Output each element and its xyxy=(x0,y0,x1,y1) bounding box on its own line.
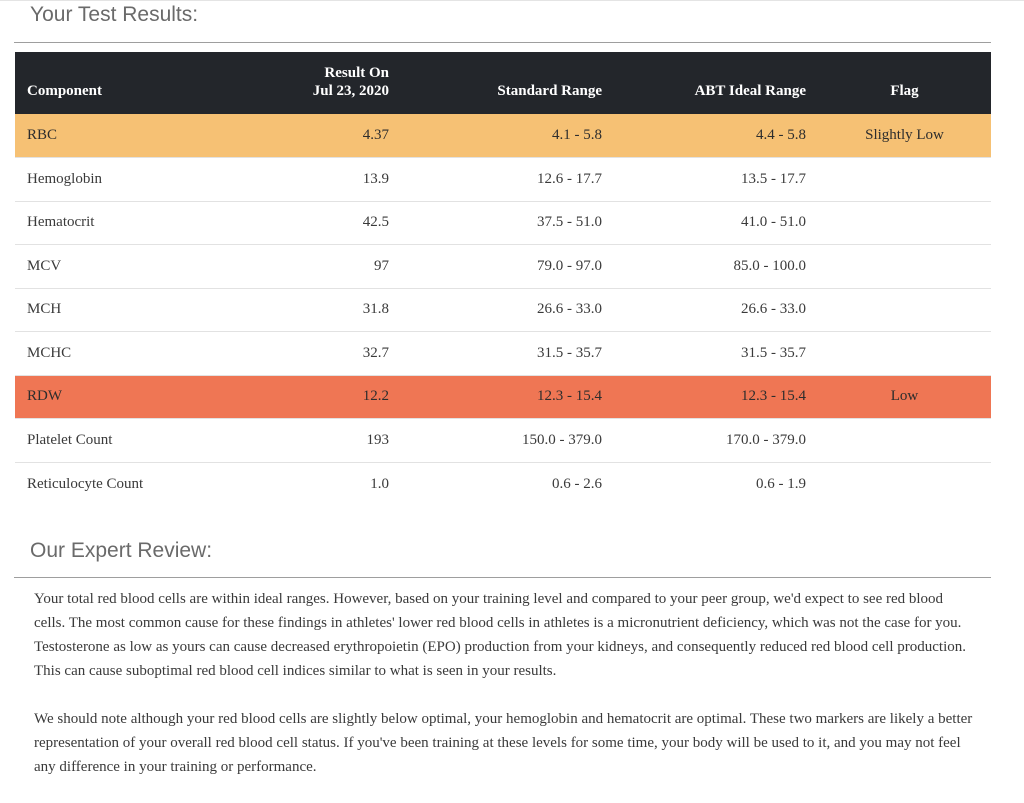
column-header-ideal-range: ABT Ideal Range xyxy=(694,83,806,99)
cell-flag xyxy=(818,201,991,245)
cell-result: 193 xyxy=(366,431,389,448)
cell-ideal-range: 26.6 - 33.0 xyxy=(741,301,806,318)
table-row xyxy=(15,332,991,376)
cell-result: 42.5 xyxy=(362,214,389,231)
cell-result: 12.2 xyxy=(362,388,389,405)
cell-ideal-range: 12.3 - 15.4 xyxy=(741,388,806,405)
table-row xyxy=(15,245,991,289)
column-header-result xyxy=(243,52,401,114)
cell-standard-range: 31.5 - 35.7 xyxy=(537,344,602,361)
table-row xyxy=(15,158,991,202)
cell-standard-range: 26.6 - 33.0 xyxy=(537,301,602,318)
cell-ideal-range: 31.5 - 35.7 xyxy=(741,344,806,361)
test-results-table xyxy=(15,52,991,506)
review-paragraph: Your total red blood cells are within ideal ranges. However, based on your training level and compared to your peer group, we'd expect to see red blood cells. The most common cause for these findings in athletes' lower red blood cells in athletes is a micronutrient deficiency, which was not the case for you. Testosterone as low as yours can cause decreased erythropoietin (EPO) production from your kidneys, and consequently reduced red blood cell production. This can cause suboptimal red blood cell indices similar to what is seen in your results. xyxy=(34,591,966,679)
table-header xyxy=(15,52,991,114)
review-title-divider xyxy=(14,577,991,578)
cell-result: 4.37 xyxy=(362,127,389,143)
cell-flag xyxy=(818,462,991,506)
table-row xyxy=(15,462,991,506)
cell-ideal-range: 41.0 - 51.0 xyxy=(741,214,806,231)
cell-flag xyxy=(818,245,991,289)
top-divider xyxy=(0,0,1024,1)
cell-ideal-range: 85.0 - 100.0 xyxy=(733,257,806,274)
cell-component: MCV xyxy=(27,257,62,274)
table-row xyxy=(15,419,991,463)
cell-standard-range: 12.3 - 15.4 xyxy=(537,388,602,405)
cell-component: Hemoglobin xyxy=(27,170,102,187)
expert-review-text xyxy=(34,587,974,803)
cell-standard-range: 37.5 - 51.0 xyxy=(537,214,602,231)
cell-flag xyxy=(818,158,991,202)
cell-component: MCH xyxy=(27,301,62,318)
results-title-divider xyxy=(14,42,991,43)
cell-result: 32.7 xyxy=(362,344,389,361)
column-header-result-label: Result On xyxy=(324,65,389,81)
cell-result: 97 xyxy=(374,257,389,274)
table-header-row xyxy=(15,52,991,114)
cell-ideal-range: 13.5 - 17.7 xyxy=(741,170,806,187)
cell-ideal-range: 4.4 - 5.8 xyxy=(756,127,806,143)
table-row xyxy=(15,201,991,245)
table-row xyxy=(15,288,991,332)
cell-ideal-range: 0.6 - 1.9 xyxy=(756,475,806,492)
table-row xyxy=(15,375,991,419)
cell-component: RDW xyxy=(27,388,62,405)
review-paragraph: We should note although your red blood cells are slightly below optimal, your hemoglobin and hematocrit are optimal. These two markers are likely a better representation of your overall red blood cell status. If you've been training at these levels for some time, your body will be used to it, and you may not feel any difference in your training or performance. xyxy=(34,711,973,775)
cell-standard-range: 4.1 - 5.8 xyxy=(552,127,602,143)
column-header-component: Component xyxy=(27,83,103,99)
column-header-result-date: Jul 23, 2020 xyxy=(312,83,389,99)
cell-component: Hematocrit xyxy=(27,214,95,231)
table-body xyxy=(15,114,991,506)
cell-flag xyxy=(818,332,991,376)
cell-flag: Low xyxy=(890,388,919,405)
column-header-standard-range: Standard Range xyxy=(497,83,602,99)
results-section-title: Your Test Results: xyxy=(30,3,199,26)
cell-result: 13.9 xyxy=(362,170,389,187)
cell-standard-range: 150.0 - 379.0 xyxy=(522,431,602,448)
cell-component: RBC xyxy=(27,127,58,143)
cell-flag: Slightly Low xyxy=(865,127,944,143)
review-section-title: Our Expert Review: xyxy=(30,539,213,562)
cell-flag xyxy=(818,288,991,332)
cell-standard-range: 79.0 - 97.0 xyxy=(537,257,602,274)
cell-component: MCHC xyxy=(27,344,72,361)
column-header-flag: Flag xyxy=(890,83,919,99)
cell-standard-range: 12.6 - 17.7 xyxy=(537,170,602,187)
cell-component: Platelet Count xyxy=(27,431,113,448)
cell-result: 31.8 xyxy=(362,301,389,318)
cell-ideal-range: 170.0 - 379.0 xyxy=(726,431,806,448)
table-row xyxy=(15,114,991,158)
cell-result: 1.0 xyxy=(370,475,389,492)
cell-standard-range: 0.6 - 2.6 xyxy=(552,475,602,492)
cell-component: Reticulocyte Count xyxy=(27,475,144,492)
cell-flag xyxy=(818,419,991,463)
